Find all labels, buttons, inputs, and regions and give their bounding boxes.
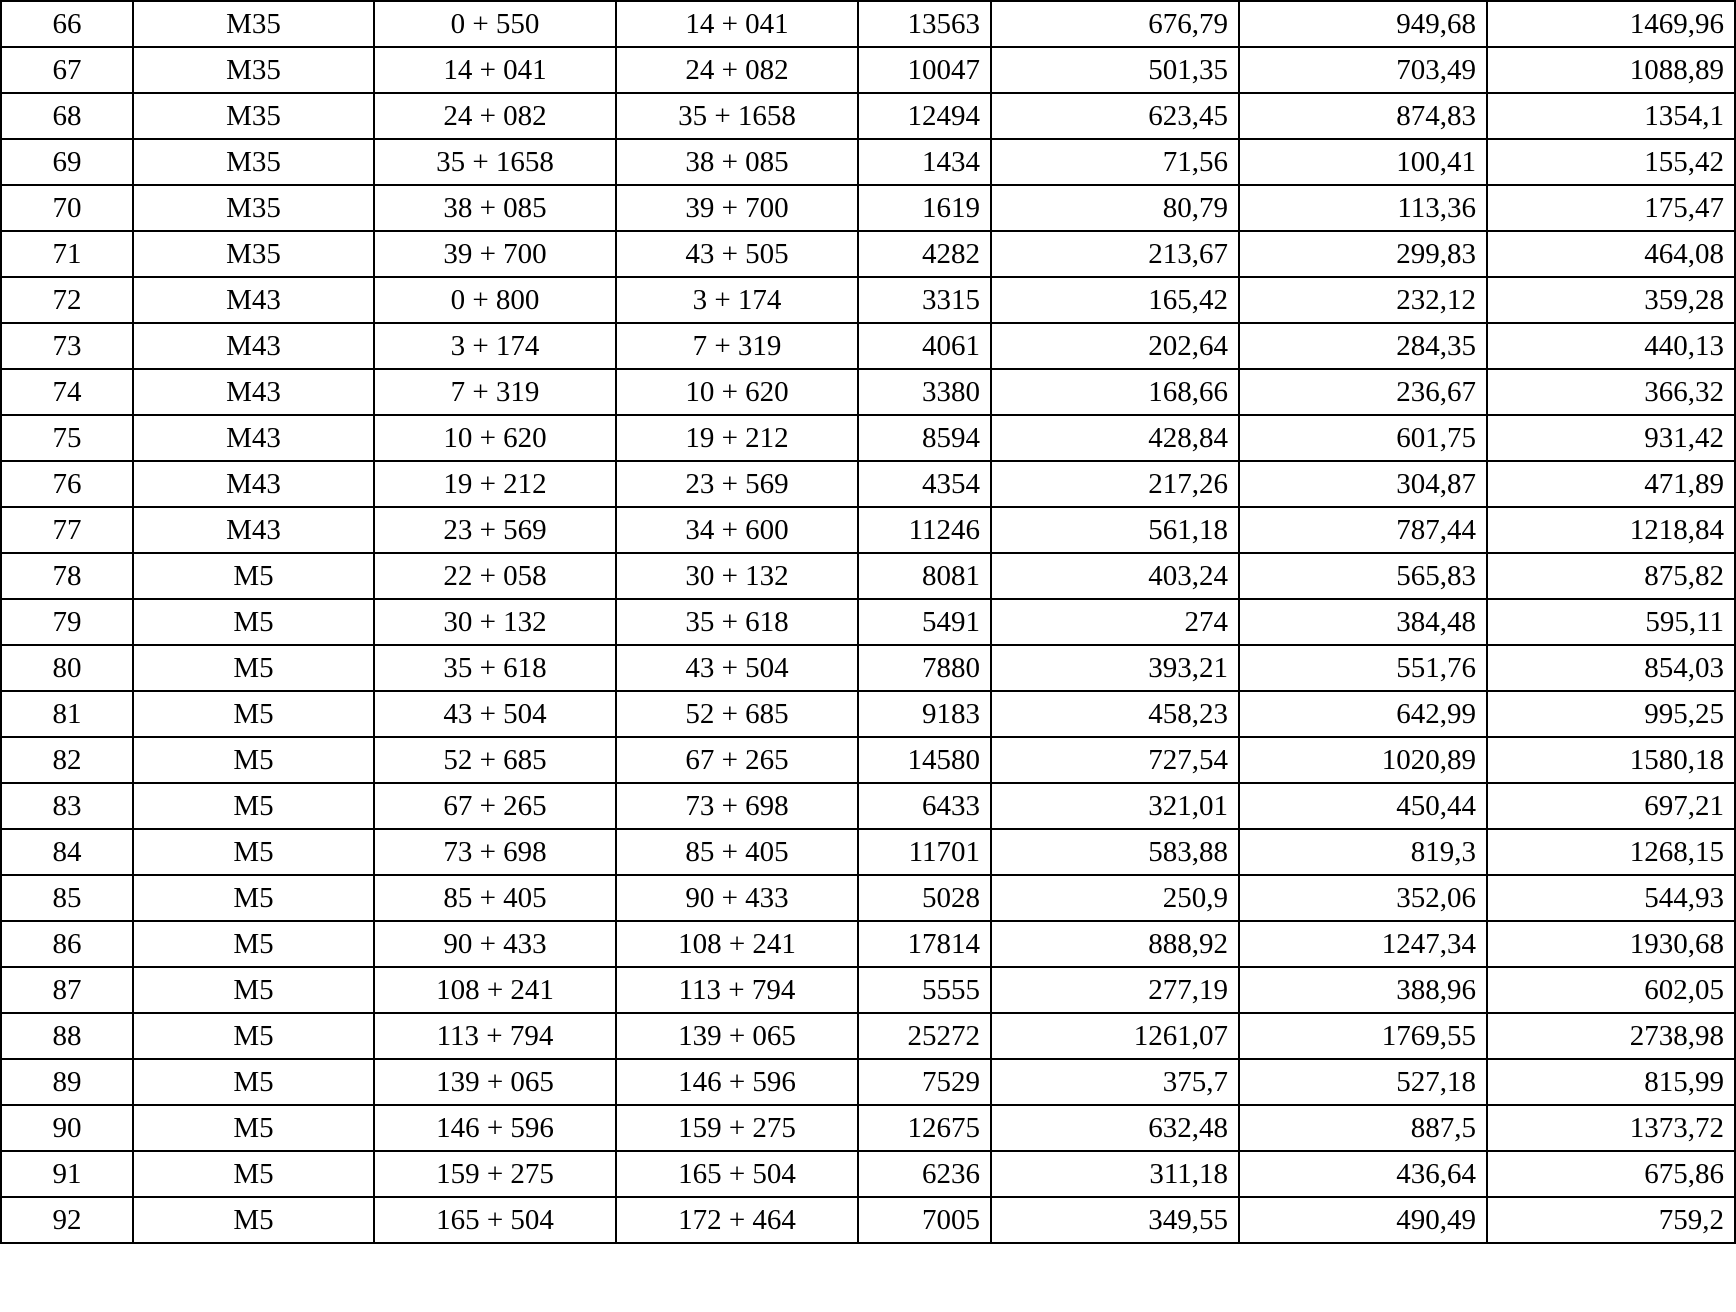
- length-cell: 6433: [858, 783, 991, 829]
- table-row: [1, 369, 1735, 415]
- value-c-cell: 854,03: [1487, 645, 1735, 691]
- value-a-cell: 393,21: [991, 645, 1239, 691]
- value-a-cell: 583,88: [991, 829, 1239, 875]
- value-a-cell: 727,54: [991, 737, 1239, 783]
- start-km-cell: 30 + 132: [374, 599, 616, 645]
- row-number-cell: 66: [1, 1, 133, 47]
- row-number-cell: 87: [1, 967, 133, 1013]
- table-row: [1, 139, 1735, 185]
- length-cell: 8594: [858, 415, 991, 461]
- length-cell: 12675: [858, 1105, 991, 1151]
- start-km-cell: 113 + 794: [374, 1013, 616, 1059]
- start-km-cell: 38 + 085: [374, 185, 616, 231]
- start-km-cell: 19 + 212: [374, 461, 616, 507]
- value-b-cell: 819,3: [1239, 829, 1487, 875]
- value-b-cell: 113,36: [1239, 185, 1487, 231]
- value-a-cell: 202,64: [991, 323, 1239, 369]
- table-row: [1, 415, 1735, 461]
- road-code-cell: M35: [133, 47, 374, 93]
- table-row: [1, 1059, 1735, 1105]
- value-a-cell: 888,92: [991, 921, 1239, 967]
- road-code-cell: M43: [133, 369, 374, 415]
- length-cell: 5555: [858, 967, 991, 1013]
- road-code-cell: M5: [133, 1013, 374, 1059]
- value-c-cell: 2738,98: [1487, 1013, 1735, 1059]
- road-code-cell: M5: [133, 691, 374, 737]
- table-row: [1, 1151, 1735, 1197]
- end-km-cell: 146 + 596: [616, 1059, 858, 1105]
- value-c-cell: 464,08: [1487, 231, 1735, 277]
- row-number-cell: 75: [1, 415, 133, 461]
- value-c-cell: 366,32: [1487, 369, 1735, 415]
- row-number-cell: 89: [1, 1059, 133, 1105]
- end-km-cell: 34 + 600: [616, 507, 858, 553]
- end-km-cell: 19 + 212: [616, 415, 858, 461]
- row-number-cell: 88: [1, 1013, 133, 1059]
- value-a-cell: 165,42: [991, 277, 1239, 323]
- table-row: [1, 829, 1735, 875]
- value-c-cell: 995,25: [1487, 691, 1735, 737]
- value-c-cell: 675,86: [1487, 1151, 1735, 1197]
- row-number-cell: 86: [1, 921, 133, 967]
- length-cell: 10047: [858, 47, 991, 93]
- value-b-cell: 1769,55: [1239, 1013, 1487, 1059]
- row-number-cell: 67: [1, 47, 133, 93]
- value-c-cell: 155,42: [1487, 139, 1735, 185]
- start-km-cell: 7 + 319: [374, 369, 616, 415]
- value-c-cell: 815,99: [1487, 1059, 1735, 1105]
- end-km-cell: 23 + 569: [616, 461, 858, 507]
- value-a-cell: 632,48: [991, 1105, 1239, 1151]
- table-row: [1, 1197, 1735, 1243]
- value-b-cell: 450,44: [1239, 783, 1487, 829]
- length-cell: 1434: [858, 139, 991, 185]
- end-km-cell: 43 + 505: [616, 231, 858, 277]
- row-number-cell: 71: [1, 231, 133, 277]
- road-code-cell: M5: [133, 599, 374, 645]
- length-cell: 5491: [858, 599, 991, 645]
- row-number-cell: 74: [1, 369, 133, 415]
- start-km-cell: 0 + 800: [374, 277, 616, 323]
- value-a-cell: 71,56: [991, 139, 1239, 185]
- length-cell: 4282: [858, 231, 991, 277]
- table-row: [1, 645, 1735, 691]
- value-a-cell: 321,01: [991, 783, 1239, 829]
- value-c-cell: 875,82: [1487, 553, 1735, 599]
- value-c-cell: 544,93: [1487, 875, 1735, 921]
- start-km-cell: 108 + 241: [374, 967, 616, 1013]
- length-cell: 25272: [858, 1013, 991, 1059]
- value-c-cell: 759,2: [1487, 1197, 1735, 1243]
- length-cell: 4061: [858, 323, 991, 369]
- value-c-cell: 1354,1: [1487, 93, 1735, 139]
- end-km-cell: 35 + 618: [616, 599, 858, 645]
- value-a-cell: 80,79: [991, 185, 1239, 231]
- start-km-cell: 159 + 275: [374, 1151, 616, 1197]
- length-cell: 4354: [858, 461, 991, 507]
- value-a-cell: 349,55: [991, 1197, 1239, 1243]
- value-a-cell: 403,24: [991, 553, 1239, 599]
- table-row: [1, 1, 1735, 47]
- start-km-cell: 3 + 174: [374, 323, 616, 369]
- table-row: [1, 783, 1735, 829]
- table-row: [1, 231, 1735, 277]
- value-a-cell: 428,84: [991, 415, 1239, 461]
- road-code-cell: M43: [133, 461, 374, 507]
- end-km-cell: 35 + 1658: [616, 93, 858, 139]
- value-c-cell: 1580,18: [1487, 737, 1735, 783]
- road-code-cell: M5: [133, 967, 374, 1013]
- row-number-cell: 83: [1, 783, 133, 829]
- start-km-cell: 14 + 041: [374, 47, 616, 93]
- start-km-cell: 35 + 618: [374, 645, 616, 691]
- value-a-cell: 311,18: [991, 1151, 1239, 1197]
- value-c-cell: 1373,72: [1487, 1105, 1735, 1151]
- value-c-cell: 175,47: [1487, 185, 1735, 231]
- length-cell: 3380: [858, 369, 991, 415]
- length-cell: 14580: [858, 737, 991, 783]
- end-km-cell: 108 + 241: [616, 921, 858, 967]
- end-km-cell: 7 + 319: [616, 323, 858, 369]
- start-km-cell: 73 + 698: [374, 829, 616, 875]
- road-code-cell: M43: [133, 415, 374, 461]
- value-c-cell: 931,42: [1487, 415, 1735, 461]
- value-a-cell: 277,19: [991, 967, 1239, 1013]
- end-km-cell: 172 + 464: [616, 1197, 858, 1243]
- value-c-cell: 471,89: [1487, 461, 1735, 507]
- table-row: [1, 93, 1735, 139]
- start-km-cell: 67 + 265: [374, 783, 616, 829]
- row-number-cell: 79: [1, 599, 133, 645]
- value-b-cell: 703,49: [1239, 47, 1487, 93]
- value-b-cell: 304,87: [1239, 461, 1487, 507]
- value-c-cell: 1930,68: [1487, 921, 1735, 967]
- end-km-cell: 38 + 085: [616, 139, 858, 185]
- row-number-cell: 77: [1, 507, 133, 553]
- start-km-cell: 39 + 700: [374, 231, 616, 277]
- value-c-cell: 1469,96: [1487, 1, 1735, 47]
- value-a-cell: 561,18: [991, 507, 1239, 553]
- row-number-cell: 82: [1, 737, 133, 783]
- end-km-cell: 113 + 794: [616, 967, 858, 1013]
- end-km-cell: 67 + 265: [616, 737, 858, 783]
- value-b-cell: 232,12: [1239, 277, 1487, 323]
- table-row: [1, 507, 1735, 553]
- end-km-cell: 139 + 065: [616, 1013, 858, 1059]
- value-b-cell: 100,41: [1239, 139, 1487, 185]
- table-row: [1, 1105, 1735, 1151]
- length-cell: 13563: [858, 1, 991, 47]
- end-km-cell: 43 + 504: [616, 645, 858, 691]
- value-b-cell: 949,68: [1239, 1, 1487, 47]
- value-b-cell: 388,96: [1239, 967, 1487, 1013]
- length-cell: 6236: [858, 1151, 991, 1197]
- value-b-cell: 299,83: [1239, 231, 1487, 277]
- start-km-cell: 22 + 058: [374, 553, 616, 599]
- value-b-cell: 284,35: [1239, 323, 1487, 369]
- table-row: [1, 921, 1735, 967]
- value-b-cell: 874,83: [1239, 93, 1487, 139]
- table-row: [1, 737, 1735, 783]
- row-number-cell: 68: [1, 93, 133, 139]
- end-km-cell: 10 + 620: [616, 369, 858, 415]
- end-km-cell: 30 + 132: [616, 553, 858, 599]
- table-row: [1, 277, 1735, 323]
- row-number-cell: 84: [1, 829, 133, 875]
- road-code-cell: M5: [133, 1105, 374, 1151]
- table-row: [1, 461, 1735, 507]
- row-number-cell: 76: [1, 461, 133, 507]
- value-b-cell: 527,18: [1239, 1059, 1487, 1105]
- value-c-cell: 1218,84: [1487, 507, 1735, 553]
- value-b-cell: 1020,89: [1239, 737, 1487, 783]
- length-cell: 11701: [858, 829, 991, 875]
- start-km-cell: 146 + 596: [374, 1105, 616, 1151]
- start-km-cell: 0 + 550: [374, 1, 616, 47]
- start-km-cell: 10 + 620: [374, 415, 616, 461]
- table-row: [1, 599, 1735, 645]
- row-number-cell: 70: [1, 185, 133, 231]
- row-number-cell: 72: [1, 277, 133, 323]
- road-code-cell: M35: [133, 185, 374, 231]
- road-code-cell: M35: [133, 93, 374, 139]
- table-row: [1, 691, 1735, 737]
- road-code-cell: M35: [133, 231, 374, 277]
- road-code-cell: M5: [133, 921, 374, 967]
- table-body: [1, 1, 1735, 1243]
- road-code-cell: M5: [133, 1197, 374, 1243]
- length-cell: 17814: [858, 921, 991, 967]
- road-code-cell: M43: [133, 277, 374, 323]
- row-number-cell: 85: [1, 875, 133, 921]
- start-km-cell: 139 + 065: [374, 1059, 616, 1105]
- length-cell: 11246: [858, 507, 991, 553]
- end-km-cell: 73 + 698: [616, 783, 858, 829]
- row-number-cell: 80: [1, 645, 133, 691]
- value-b-cell: 352,06: [1239, 875, 1487, 921]
- value-a-cell: 213,67: [991, 231, 1239, 277]
- end-km-cell: 14 + 041: [616, 1, 858, 47]
- road-code-cell: M35: [133, 1, 374, 47]
- value-a-cell: 375,7: [991, 1059, 1239, 1105]
- table-row: [1, 323, 1735, 369]
- value-c-cell: 602,05: [1487, 967, 1735, 1013]
- length-cell: 9183: [858, 691, 991, 737]
- value-a-cell: 623,45: [991, 93, 1239, 139]
- start-km-cell: 85 + 405: [374, 875, 616, 921]
- length-cell: 7880: [858, 645, 991, 691]
- value-c-cell: 359,28: [1487, 277, 1735, 323]
- row-number-cell: 90: [1, 1105, 133, 1151]
- value-c-cell: 595,11: [1487, 599, 1735, 645]
- road-code-cell: M5: [133, 829, 374, 875]
- value-b-cell: 236,67: [1239, 369, 1487, 415]
- end-km-cell: 85 + 405: [616, 829, 858, 875]
- value-b-cell: 642,99: [1239, 691, 1487, 737]
- value-a-cell: 1261,07: [991, 1013, 1239, 1059]
- start-km-cell: 24 + 082: [374, 93, 616, 139]
- row-number-cell: 92: [1, 1197, 133, 1243]
- value-a-cell: 217,26: [991, 461, 1239, 507]
- value-a-cell: 168,66: [991, 369, 1239, 415]
- road-code-cell: M5: [133, 783, 374, 829]
- length-cell: 5028: [858, 875, 991, 921]
- value-c-cell: 440,13: [1487, 323, 1735, 369]
- road-code-cell: M43: [133, 507, 374, 553]
- length-cell: 12494: [858, 93, 991, 139]
- value-b-cell: 787,44: [1239, 507, 1487, 553]
- value-b-cell: 565,83: [1239, 553, 1487, 599]
- table-row: [1, 553, 1735, 599]
- row-number-cell: 91: [1, 1151, 133, 1197]
- end-km-cell: 52 + 685: [616, 691, 858, 737]
- road-code-cell: M5: [133, 875, 374, 921]
- table-row: [1, 875, 1735, 921]
- start-km-cell: 43 + 504: [374, 691, 616, 737]
- start-km-cell: 52 + 685: [374, 737, 616, 783]
- end-km-cell: 24 + 082: [616, 47, 858, 93]
- road-code-cell: M35: [133, 139, 374, 185]
- start-km-cell: 23 + 569: [374, 507, 616, 553]
- start-km-cell: 35 + 1658: [374, 139, 616, 185]
- table-row: [1, 185, 1735, 231]
- end-km-cell: 3 + 174: [616, 277, 858, 323]
- length-cell: 7005: [858, 1197, 991, 1243]
- end-km-cell: 165 + 504: [616, 1151, 858, 1197]
- start-km-cell: 90 + 433: [374, 921, 616, 967]
- start-km-cell: 165 + 504: [374, 1197, 616, 1243]
- length-cell: 7529: [858, 1059, 991, 1105]
- row-number-cell: 69: [1, 139, 133, 185]
- row-number-cell: 78: [1, 553, 133, 599]
- table-row: [1, 47, 1735, 93]
- length-cell: 8081: [858, 553, 991, 599]
- table-row: [1, 967, 1735, 1013]
- value-b-cell: 436,64: [1239, 1151, 1487, 1197]
- value-c-cell: 697,21: [1487, 783, 1735, 829]
- road-code-cell: M5: [133, 1151, 374, 1197]
- road-code-cell: M5: [133, 1059, 374, 1105]
- length-cell: 1619: [858, 185, 991, 231]
- value-b-cell: 490,49: [1239, 1197, 1487, 1243]
- value-b-cell: 1247,34: [1239, 921, 1487, 967]
- end-km-cell: 159 + 275: [616, 1105, 858, 1151]
- length-cell: 3315: [858, 277, 991, 323]
- value-b-cell: 384,48: [1239, 599, 1487, 645]
- value-c-cell: 1088,89: [1487, 47, 1735, 93]
- value-a-cell: 501,35: [991, 47, 1239, 93]
- row-number-cell: 81: [1, 691, 133, 737]
- road-code-cell: M5: [133, 553, 374, 599]
- value-a-cell: 250,9: [991, 875, 1239, 921]
- value-c-cell: 1268,15: [1487, 829, 1735, 875]
- road-code-cell: M5: [133, 737, 374, 783]
- row-number-cell: 73: [1, 323, 133, 369]
- end-km-cell: 90 + 433: [616, 875, 858, 921]
- road-code-cell: M5: [133, 645, 374, 691]
- value-b-cell: 551,76: [1239, 645, 1487, 691]
- value-a-cell: 458,23: [991, 691, 1239, 737]
- value-b-cell: 601,75: [1239, 415, 1487, 461]
- road-code-cell: M43: [133, 323, 374, 369]
- end-km-cell: 39 + 700: [616, 185, 858, 231]
- value-a-cell: 676,79: [991, 1, 1239, 47]
- table-row: [1, 1013, 1735, 1059]
- value-b-cell: 887,5: [1239, 1105, 1487, 1151]
- value-a-cell: 274: [991, 599, 1239, 645]
